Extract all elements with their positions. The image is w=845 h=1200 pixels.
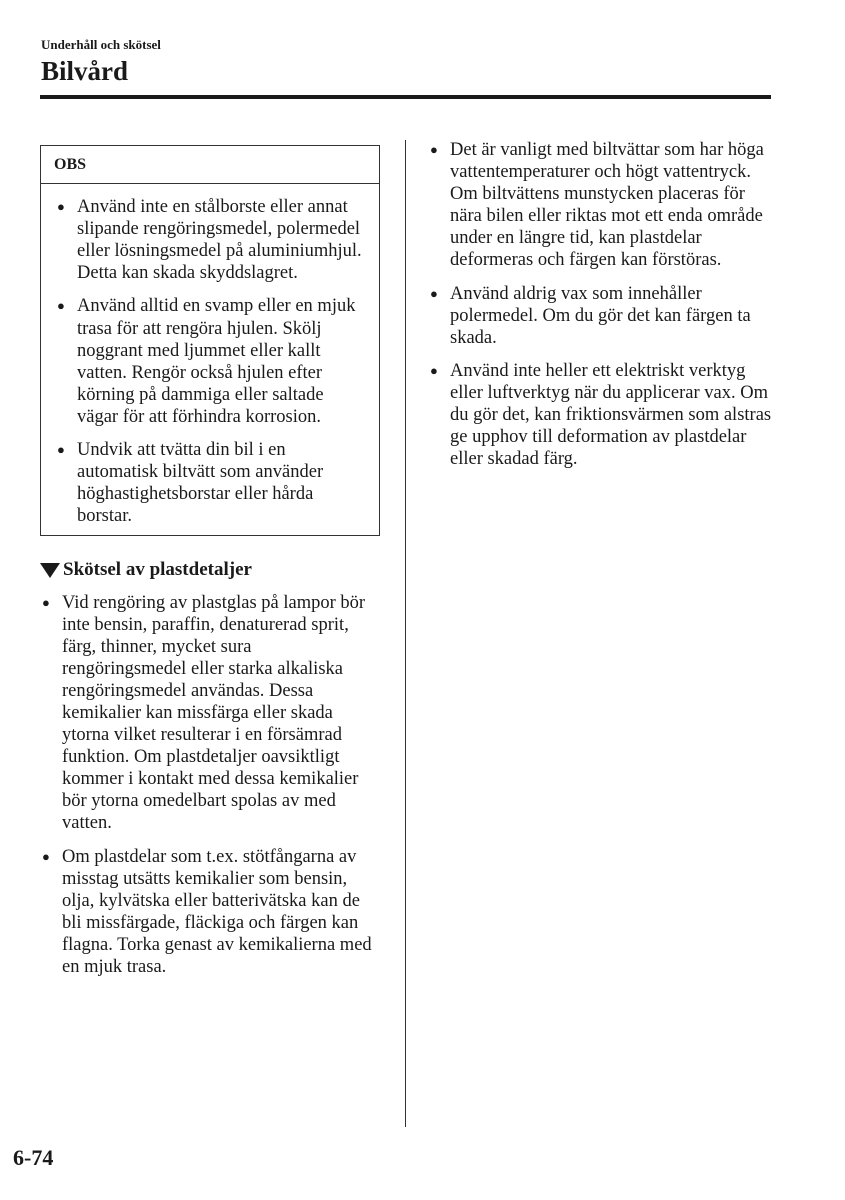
obs-heading: OBS xyxy=(41,146,379,184)
obs-box xyxy=(40,145,380,536)
bullet-icon: ● xyxy=(42,594,50,610)
obs-list xyxy=(55,196,367,527)
obs-item-text: Undvik att tvätta din bil i en automatisk biltvätt som använder höghastighetsborstar eller hårda borstar. xyxy=(77,440,324,527)
plast-subheading-text: Skötsel av plastdetaljer xyxy=(63,559,252,581)
plast-item xyxy=(40,846,380,979)
right-item-text: Använd inte heller ett elektriskt verktyg eller luftverktyg när du applicerar vax. Om du gör det, kan friktionsvärmen som alstras ge upphov till deformation av plastdelar eller skadad färg. xyxy=(450,360,772,470)
obs-item-text: Använd alltid en svamp eller en mjuk trasa för att rengöra hjulen. Skölj noggrant med ljummet eller kallt vatten. Rengör också hjulen efter körning på dammiga eller saltade vägar för att förhindra korrosion. xyxy=(77,296,356,427)
bullet-icon: ● xyxy=(57,298,65,314)
bullet-icon: ● xyxy=(57,199,65,215)
plast-subheading xyxy=(40,559,380,581)
plast-item xyxy=(40,592,380,835)
bullet-icon: ● xyxy=(57,442,65,458)
plast-item-text: Vid rengöring av plastglas på lampor bör inte bensin, paraffin, denaturerad sprit, färg, thinner, mycket sura rengöringsmedel eller starka alkaliska rengöringsmedel användas. Dessa kemikalier kan missfärga eller skada ytorna vilket resulterar i en försämrad funktion. Om plastdetaljer oavsiktligt kommer i kontakt med dessa kemikalier bör ytorna omedelbart spolas av med vatten. xyxy=(62,592,366,834)
obs-item xyxy=(55,439,367,527)
right-item xyxy=(428,283,773,349)
bullet-icon: ● xyxy=(430,362,438,378)
page-number: 6-74 xyxy=(13,1145,54,1170)
triangle-down-icon xyxy=(40,563,60,578)
obs-list-container xyxy=(41,184,379,535)
bullet-icon: ● xyxy=(430,285,438,301)
right-item-text: Använd aldrig vax som innehåller polermedel. Om du gör det kan färgen ta skada. xyxy=(450,283,751,348)
plast-item-text: Om plastdelar som t.ex. stötfångarna av misstag utsätts kemikalier som bensin, olja, kylvätska eller batterivätska kan de bli missfärgade, fläckiga och färgen kan flagna. Torka genast av kemikalierna med en mjuk trasa. xyxy=(62,846,372,977)
column-divider xyxy=(405,140,406,1127)
right-item xyxy=(428,360,773,470)
right-column xyxy=(428,139,773,470)
bullet-icon: ● xyxy=(430,142,438,157)
obs-item xyxy=(55,196,367,284)
title-rule xyxy=(40,95,771,99)
obs-item xyxy=(55,295,367,428)
page-title: Bilvård xyxy=(41,56,129,86)
right-item xyxy=(428,139,773,272)
right-list xyxy=(428,139,773,470)
left-column xyxy=(40,145,380,978)
obs-item-text: Använd inte en stålborste eller annat slipande rengöringsmedel, polermedel eller lösningsmedel på aluminiumhjul. Detta kan skada skyddslagret. xyxy=(77,197,362,284)
section-label: Underhåll och skötsel xyxy=(41,37,161,52)
bullet-icon: ● xyxy=(42,848,50,864)
plast-list xyxy=(40,592,380,979)
right-item-text: Det är vanligt med biltvättar som har höga vattentemperaturer och högt vattentryck. Om biltvättens munstycken placeras för nära bilen eller riktas mot ett enda område under en längre tid, kan plastdelar deformeras och färgen kan förstöras. xyxy=(450,140,764,271)
